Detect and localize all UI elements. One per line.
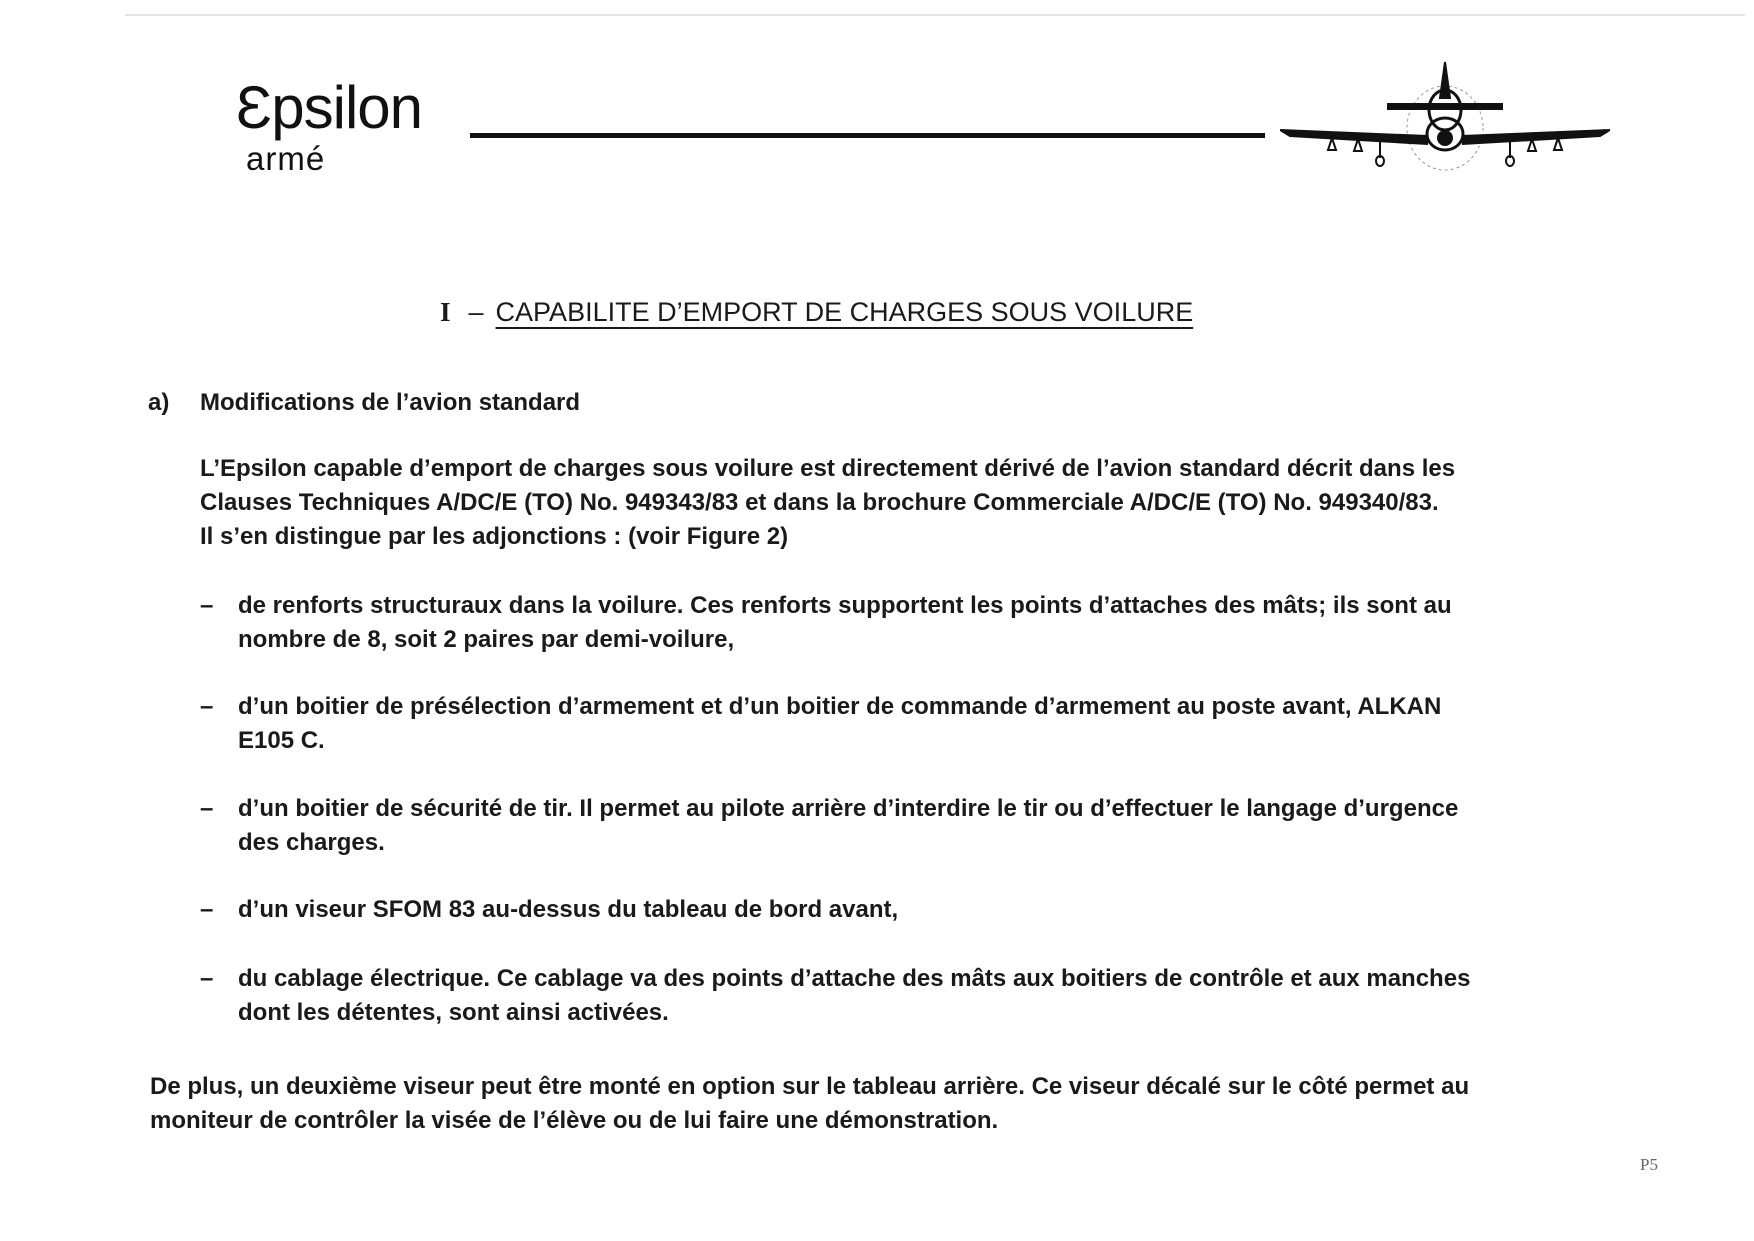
intro-line: Il s’en distingue par les adjonctions : (voir Figure 2) (200, 523, 789, 550)
intro-paragraph (200, 452, 1745, 554)
bullet-line: E105 C. (238, 727, 325, 754)
closing-line: De plus, un deuxième viseur peut être monté en option sur le tableau arrière. Ce viseur décalé sur le côté permet au (150, 1073, 1470, 1100)
bullet-item (200, 792, 1700, 860)
closing-paragraph (150, 1070, 1710, 1138)
bullet-line: d’un boitier de présélection d’armement et d’un boitier de commande d’armement au poste avant, ALKAN (238, 693, 1442, 720)
section-dash: – (468, 297, 484, 327)
bullet-item (200, 690, 1700, 758)
bullet-line: d’un boitier de sécurité de tir. Il permet au pilote arrière d’interdire le tir ou d’effectuer le langage d’urgence (238, 795, 1459, 822)
bullet-item (200, 962, 1700, 1030)
subsection-title: Modifications de l’avion standard (200, 389, 581, 416)
bullet-line: de renforts structuraux dans la voilure. Ces renforts supportent les points d’attaches des mâts; ils sont au (238, 592, 1452, 619)
intro-line: L’Epsilon capable d’emport de charges sous voilure est directement dérivé de l’avion standard décrit dans les (200, 455, 1456, 482)
bullet-dash: – (200, 795, 214, 822)
logo-subtitle: armé (246, 140, 326, 177)
bullet-dash: – (200, 896, 214, 923)
airplane-front-view-icon (1280, 58, 1610, 178)
page-number: P5 (1640, 1155, 1658, 1174)
bullet-dash: – (200, 592, 214, 619)
section-heading (440, 296, 1193, 328)
epsilon-logo (236, 74, 423, 177)
subsection-heading (148, 388, 580, 418)
bullet-line: du cablage électrique. Ce cablage va des points d’attache des mâts aux boitiers de contrôle et aux manches (238, 965, 1471, 992)
closing-line: moniteur de contrôler la visée de l’élève ou de lui faire une démonstration. (150, 1107, 999, 1134)
bullet-line: d’un viseur SFOM 83 au-dessus du tableau de bord avant, (238, 896, 899, 923)
bullet-dash: – (200, 965, 214, 992)
subsection-letter: a) (148, 389, 170, 416)
header-rule (470, 133, 1265, 138)
bullet-line: nombre de 8, soit 2 paires par demi-voilure, (238, 626, 735, 653)
bullet-item (200, 589, 1700, 657)
section-title: CAPABILITE D’EMPORT DE CHARGES SOUS VOILURE (495, 297, 1194, 327)
bullet-line: dont les détentes, sont ainsi activées. (238, 999, 669, 1026)
logo-title: Ɛpsilon (236, 74, 423, 141)
bullet-dash: – (200, 693, 214, 720)
bullet-line: des charges. (238, 829, 385, 856)
intro-line: Clauses Techniques A/DC/E (TO) No. 949343/83 et dans la brochure Commerciale A/DC/E (TO) No. 949340/83. (200, 489, 1439, 516)
section-number: I (440, 297, 451, 327)
bullet-item (200, 893, 1700, 927)
scan-top-edge (125, 14, 1745, 16)
